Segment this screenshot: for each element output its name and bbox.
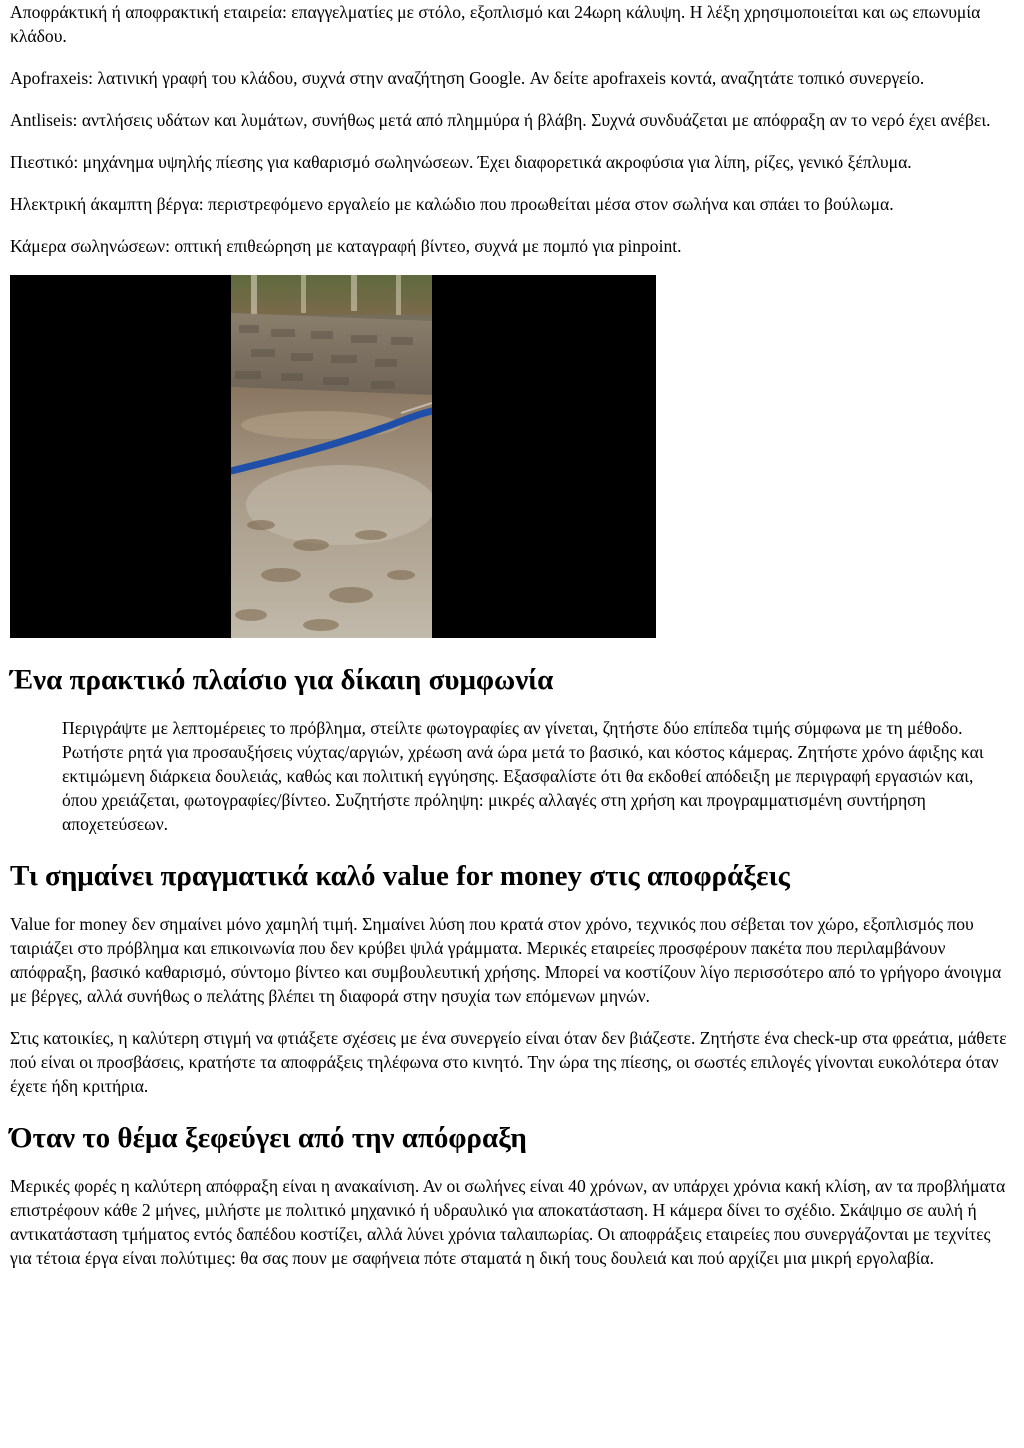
section-paragraph: Μερικές φορές η καλύτερη απόφραξη είναι η ανακαίνιση. Αν οι σωλήνες είναι 40 χρόνων, αν υπάρχει χρόνια κακή κλίση, αν τα προβλήματα επιστρέφουν κάθε 2 μήνες, μιλήστε με πολιτικό μηχανικό ή υδραυλικό για αποκατάσταση. Η κάμερα δίνει το σχέδιο. Σκάψιμο σε αυλή ή αντικατάσταση τμήματος εντός δαπέδου κοστίζει, αλλά λύνει χρόνια ταλαιπωρίας. Οι αποφράξεις εταιρείες που συνεργάζονται με τεχνίτες για τέτοια έργα είναι πολύτιμες: θα σας πουν με σαφήνεια πότε σταματά η δική τους δουλειά και πού αρχίζει μια μικρή εργολαβία. (10, 1176, 1006, 1268)
intro-paragraph: Κάμερα σωληνώσεων: οπτική επιθεώρηση με καταγραφή βίντεο, συχνά με πομπό για pinpoint. (10, 236, 682, 256)
intro-paragraph: Πιεστικό: μηχάνημα υψηλής πίεσης για καθαρισμό σωληνώσεων. Έχει διαφορετικά ακροφύσια για λίπη, ρίζες, γενικό ξέπλυμα. (10, 152, 912, 172)
section-heading: Όταν το θέμα ξεφεύγει από την απόφραξη (10, 1122, 527, 1154)
section-paragraph: Value for money δεν σημαίνει μόνο χαμηλή τιμή. Σημαίνει λύση που κρατά στον χρόνο, τεχνικός που σέβεται τον χώρο, εξοπλισμός που ταιριάζει στο πρόβλημα και επικοινωνία που δεν κρύβει ψιλά γράμματα. Μερικές εταιρείες προσφέρουν πακέτα που περιλαμβάνουν απόφραξη, βασικό καθαρισμό, σύντομο βίντεο και συμβουλευτική χρήσης. Μπορεί να κοστίζουν λίγο περισσότερο από το γρήγορο άνοιγμα με βέργες, αλλά συνήθως ο πελάτης βλέπει τη διαφορά στην ησυχία των επόμενων μηνών. (10, 914, 1002, 1006)
section-heading: Τι σημαίνει πραγματικά καλό value for money στις αποφράξεις (10, 860, 790, 892)
section-heading: Ένα πρακτικό πλαίσιο για δίκαιη συμφωνία (10, 664, 554, 696)
intro-paragraph: Apofraxeis: λατινική γραφή του κλάδου, συχνά στην αναζήτηση Google. Αν δείτε apofraxeis κοντά, αναζητάτε τοπικό συνεργείο. (10, 68, 925, 88)
flooded-yard-scene (231, 275, 432, 638)
section-paragraph: Στις κατοικίες, η καλύτερη στιγμή να φτιάξετε σχέσεις με ένα συνεργείο είναι όταν δεν βιάζεστε. Ζητήστε ένα check-up στα φρεάτια, μάθετε πού είναι οι προσβάσεις, κρατήστε τα αποφράξεις τηλέφωνα στο κινητό. Την ώρα της πίεσης, οι σωστές επιλογές γίνονται ευκολότερα όταν έχετε ήδη κριτήρια. (10, 1028, 1007, 1096)
intro-paragraph: Αποφράκτική ή αποφρακτική εταιρεία: επαγγελματίες με στόλο, εξοπλισμό και 24ωρη κάλυψη. Η λέξη χρησιμοποιείται και ως επωνυμία κλάδου. (10, 2, 981, 46)
article (10, 0, 1010, 1270)
intro-paragraph: Antliseis: αντλήσεις υδάτων και λυμάτων, συνήθως μετά από πλημμύρα ή βλάβη. Συχνά συνδυάζεται με απόφραξη αν το νερό έχει ανέβει. (10, 110, 991, 130)
embedded-video[interactable] (10, 275, 656, 638)
intro-paragraph: Ηλεκτρική άκαμπτη βέργα: περιστρεφόμενο εργαλείο με καλώδιο που προωθείται μέσα στον σωλήνα και σπάει το βούλωμα. (10, 194, 894, 214)
video-frame-image (231, 275, 432, 638)
blockquote-text: Περιγράψτε με λεπτομέρειες το πρόβλημα, στείλτε φωτογραφίες αν γίνεται, ζητήστε δύο επίπεδα τιμής σύμφωνα με τη μέθοδο. Ρωτήστε ρητά για προσαυξήσεις νύχτας/αργιών, χρέωση ανά ώρα μετά το βασικό, και κόστος κάμερας. Ζητήστε χρόνο άφιξης και εκτιμώμενη διάρκεια δουλειάς, καθώς και πολιτική εγγύησης. Εξασφαλίστε ότι θα εκδοθεί απόδειξη με περιγραφή εργασιών και, όπου χρειάζεται, φωτογραφίες/βίντεο. Συζητήστε πρόληψη: μικρές αλλαγές στη χρήση και προγραμματισμένη συντήρηση αποχετεύσεων. (62, 718, 984, 834)
